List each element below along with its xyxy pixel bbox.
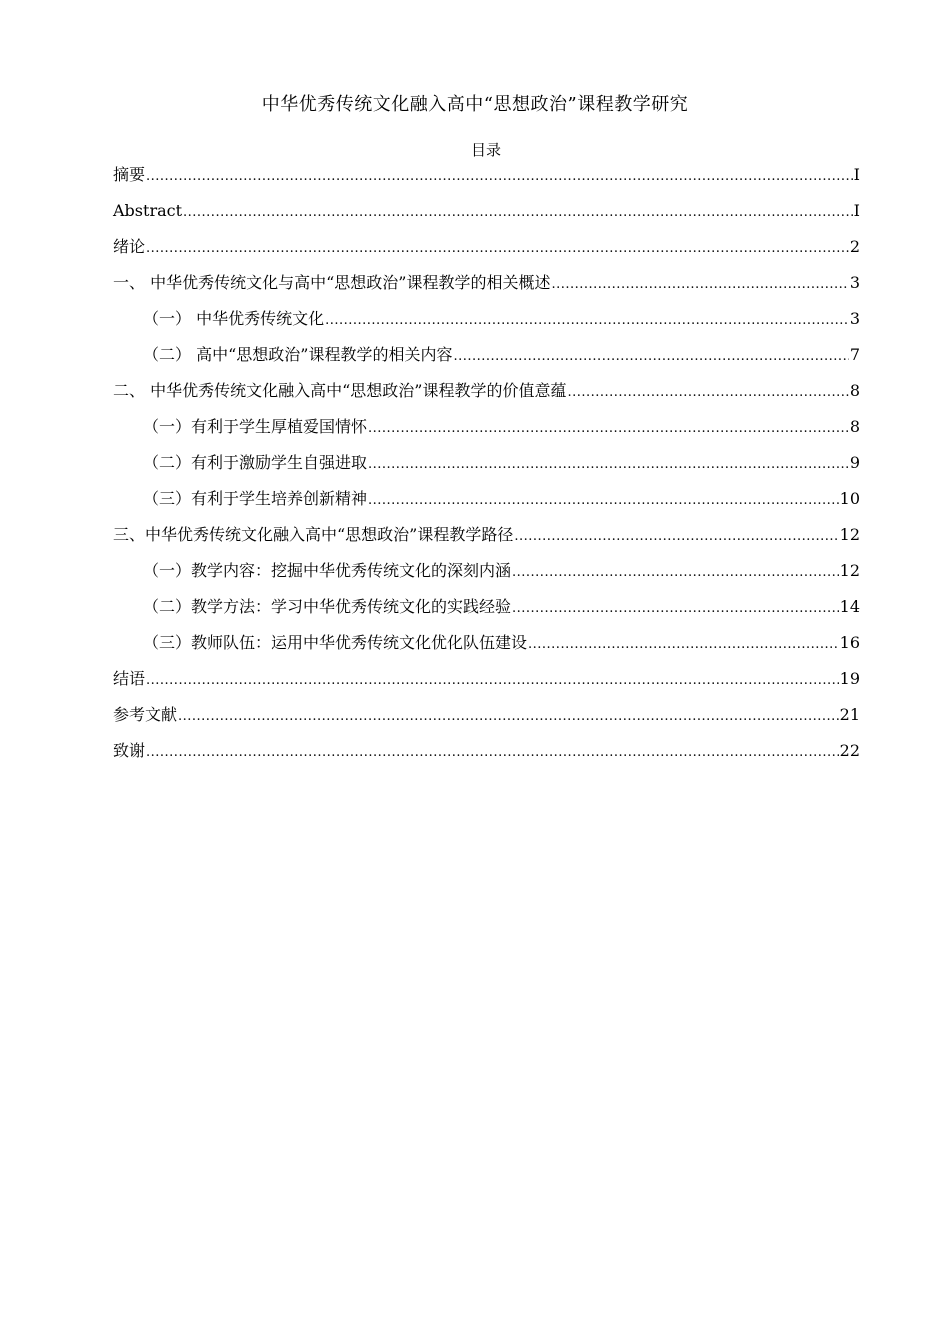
- toc-entry[interactable]: [113, 522, 860, 558]
- toc-entry[interactable]: [113, 666, 860, 702]
- toc-dot-leader: [146, 668, 839, 694]
- toc-entry-label: （三）有利于学生培养创新精神: [143, 489, 368, 508]
- document-title: 中华优秀传统文化融入高中“思想政治”课程教学研究: [261, 94, 689, 115]
- toc-dot-leader: [146, 164, 853, 190]
- toc-entry-page: 14: [839, 597, 860, 616]
- toc-entry[interactable]: [113, 630, 860, 666]
- toc-dot-leader: [514, 524, 838, 550]
- toc-entry-page: 3: [849, 309, 860, 328]
- toc-entry-label: （二） 高中“思想政治”课程教学的相关内容: [143, 345, 453, 364]
- toc-entry-label: 二、 中华优秀传统文化融入高中“思想政治”课程教学的价值意蕴: [113, 381, 567, 400]
- toc-dot-leader: [146, 236, 849, 262]
- toc-entry-page: 21: [839, 705, 860, 724]
- toc-heading: 目录: [470, 141, 501, 159]
- toc-entry-page: 12: [839, 525, 860, 544]
- toc-dot-leader: [512, 596, 839, 622]
- toc-entry[interactable]: [113, 270, 860, 306]
- toc-entry-label: （二）有利于激励学生自强进取: [143, 453, 368, 472]
- toc-entry-page: 3: [849, 273, 860, 292]
- toc-entry-label: 参考文献: [113, 705, 178, 724]
- toc-entry-label: Abstract: [113, 201, 183, 220]
- table-of-contents: [113, 162, 860, 774]
- toc-entry-page: 2: [849, 237, 860, 256]
- toc-entry-label: （一）有利于学生厚植爱国情怀: [143, 417, 368, 436]
- toc-entry-label: （二）教学方法：学习中华优秀传统文化的实践经验: [143, 597, 512, 616]
- toc-entry-page: I: [853, 201, 860, 220]
- toc-dot-leader: [551, 272, 848, 298]
- toc-entry-label: 绪论: [113, 237, 146, 256]
- toc-entry-page: 22: [839, 741, 860, 760]
- toc-entry-page: I: [853, 165, 860, 184]
- toc-entry-page: 19: [839, 669, 860, 688]
- toc-entry[interactable]: [113, 558, 860, 594]
- toc-entry[interactable]: [113, 342, 860, 378]
- toc-entry[interactable]: [113, 702, 860, 738]
- toc-entry[interactable]: [113, 306, 860, 342]
- toc-dot-leader: [146, 740, 839, 766]
- toc-dot-leader: [368, 416, 849, 442]
- toc-entry-label: 一、 中华优秀传统文化与高中“思想政治”课程教学的相关概述: [113, 273, 551, 292]
- toc-dot-leader: [183, 200, 853, 226]
- toc-entry-page: 10: [839, 489, 860, 508]
- toc-entry[interactable]: [113, 414, 860, 450]
- toc-entry-label: 结语: [113, 669, 146, 688]
- toc-entry-page: 9: [849, 453, 860, 472]
- toc-dot-leader: [567, 380, 848, 406]
- toc-dot-leader: [178, 704, 839, 730]
- toc-dot-leader: [325, 308, 849, 334]
- toc-entry[interactable]: [113, 594, 860, 630]
- toc-dot-leader: [368, 452, 849, 478]
- toc-entry-label: （一） 中华优秀传统文化: [143, 309, 325, 328]
- toc-entry-label: （三）教师队伍：运用中华优秀传统文化优化队伍建设: [143, 633, 528, 652]
- toc-entry-label: （一）教学内容：挖掘中华优秀传统文化的深刻内涵: [143, 561, 512, 580]
- toc-entry-page: 16: [839, 633, 860, 652]
- toc-entry-page: 8: [849, 381, 860, 400]
- toc-entry-label: 三、中华优秀传统文化融入高中“思想政治”课程教学路径: [113, 525, 514, 544]
- toc-dot-leader: [528, 632, 839, 658]
- toc-entry[interactable]: [113, 234, 860, 270]
- toc-entry[interactable]: [113, 162, 860, 198]
- toc-dot-leader: [512, 560, 839, 586]
- toc-entry-page: 12: [839, 561, 860, 580]
- toc-entry[interactable]: [113, 738, 860, 774]
- toc-entry[interactable]: [113, 378, 860, 414]
- toc-entry[interactable]: [113, 486, 860, 522]
- toc-entry-label: 摘要: [113, 165, 146, 184]
- toc-entry[interactable]: [113, 198, 860, 234]
- toc-entry-label: 致谢: [113, 741, 146, 760]
- toc-entry-page: 8: [849, 417, 860, 436]
- toc-dot-leader: [453, 344, 848, 370]
- toc-entry-page: 7: [849, 345, 860, 364]
- toc-dot-leader: [368, 488, 839, 514]
- toc-entry[interactable]: [113, 450, 860, 486]
